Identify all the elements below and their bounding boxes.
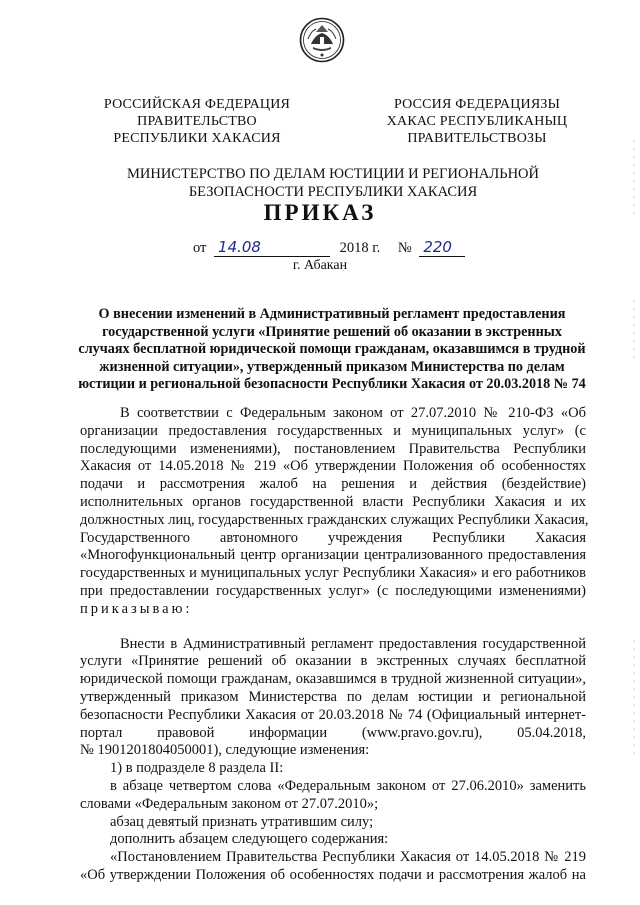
subject-line: жизненной ситуации», утвержденный приказом Министерства по делам xyxy=(99,358,565,375)
header-left-line-1: РОССИЙСКАЯ ФЕДЕРАЦИЯ xyxy=(103,97,291,112)
handwritten-number: 220 xyxy=(423,238,452,256)
header-left-block xyxy=(92,96,302,147)
item-line: в абзаце четвертом слова «Федеральным законом от 27.06.2010» заменить xyxy=(110,777,586,794)
order-year: 2018 г. xyxy=(339,240,381,256)
paragraph-1-line: при предоставлении государственных услуг» (с последующими изменениями) xyxy=(80,582,586,599)
paragraph-1-line: последующими изменениями), постановлением Правительства Республики xyxy=(80,440,586,457)
header-left-line-3: РЕСПУБЛИКИ ХАКАСИЯ xyxy=(113,131,281,146)
header-left-line-2: ПРАВИТЕЛЬСТВО xyxy=(137,114,257,129)
header-right-line-2: ХАКАС РЕСПУБЛИКАНЫЦ xyxy=(386,114,568,129)
item-line: абзац девятый признать утратившим силу; xyxy=(110,813,374,830)
paragraph-1-line: должностных лиц, государственных гражданских служащих Республики Хакасия, xyxy=(80,511,589,528)
document-body xyxy=(80,405,589,885)
item-line: «Постановлением Правительства Республики Хакасия от 14.05.2018 № 219 xyxy=(110,849,586,866)
number-label: № xyxy=(397,240,412,256)
header-right-line-1: РОССИЯ ФЕДЕРАЦИЯЗЫ xyxy=(393,97,561,112)
paragraph-1-line: Хакасия от 14.05.2018 № 219 «Об утверждении Положения об особенностях xyxy=(80,458,586,475)
paragraph-1-line: организации предоставления государственных и муниципальных услуг» (с xyxy=(80,422,586,439)
paragraph-1-line: «Многофункциональный центр организации централизованного предоставления xyxy=(80,547,586,564)
paragraph-1-line: Государственного автономного учреждения Республики Хакасия xyxy=(80,529,586,546)
paragraph-2-line: услуги «Принятие решений об оказании в экстренных случаях бесплатной xyxy=(80,653,586,670)
ministry-name xyxy=(90,165,576,201)
paragraph-2-line: утвержденный приказом Министерства по делам юстиции и региональной xyxy=(80,688,586,705)
paragraph-2-line: безопасности Республики Хакасия от 20.03.2018 № 74 (Официальный интернет- xyxy=(80,706,586,723)
paragraph-1-line: государственных и муниципальных услуг Республики Хакасия» и его работников xyxy=(80,565,586,582)
subject-line: государственной услуги «Принятие решений об оказании в экстренных xyxy=(102,323,562,340)
date-field xyxy=(214,240,330,257)
paragraph-1-line: В соответствии с Федеральным законом от 27.07.2010 № 210-ФЗ «Об xyxy=(120,405,586,421)
coat-of-arms-emblem xyxy=(299,17,345,63)
paragraph-1-line: подачи и рассмотрения жалоб на решения и действия (бездействие) xyxy=(80,476,586,493)
number-field xyxy=(419,240,465,257)
item-line: дополнить абзацем следующего содержания: xyxy=(110,831,389,848)
paragraph-2-line: юридической помощи гражданам, оказавшимся в трудной жизненной ситуации», xyxy=(80,671,586,688)
order-subject xyxy=(76,306,588,394)
order-word: приказываю: xyxy=(80,600,193,617)
paragraph-2-line: портал правовой информации (www.pravo.gov.ru), 05.04.2018, xyxy=(80,724,586,741)
item-line: словами «Федеральным законом от 27.07.2010»; xyxy=(80,795,379,812)
scan-margin-marks xyxy=(632,0,636,905)
subject-line: юстиции и региональной безопасности Республики Хакасия от 20.03.2018 № 74 xyxy=(78,376,586,392)
paragraph-1-line: исполнительных органов государственной власти Республики Хакасия и их xyxy=(80,493,586,510)
paragraph-2-line: № 1901201804050001), следующие изменения: xyxy=(80,742,370,759)
handwritten-date: 14.08 xyxy=(218,238,261,256)
header-right-block xyxy=(372,96,582,147)
city-name: г. Абакан xyxy=(292,258,348,273)
item-line: 1) в подразделе 8 раздела II: xyxy=(110,760,284,777)
header-right-line-3: ПРАВИТЕЛЬСТВОЗЫ xyxy=(407,131,547,146)
subject-line: О внесении изменений в Административный регламент предоставления xyxy=(98,306,566,322)
ministry-line-2: БЕЗОПАСНОСТИ РЕСПУБЛИКИ ХАКАСИЯ xyxy=(188,184,478,200)
document-title: ПРИКАЗ xyxy=(263,200,377,225)
item-line: «Об утверждении Положения об особенностях подачи и рассмотрения жалоб на xyxy=(80,866,586,883)
ministry-line-1: МИНИСТЕРСТВО ПО ДЕЛАМ ЮСТИЦИИ И РЕГИОНАЛЬНОЙ xyxy=(127,166,539,182)
subject-line: случаях бесплатной юридической помощи гражданам, оказавшимся в трудной xyxy=(78,341,586,357)
order-date-line xyxy=(193,240,465,258)
paragraph-2-line: Внести в Административный регламент предоставления государственной xyxy=(120,635,586,652)
from-label: от xyxy=(193,240,207,256)
